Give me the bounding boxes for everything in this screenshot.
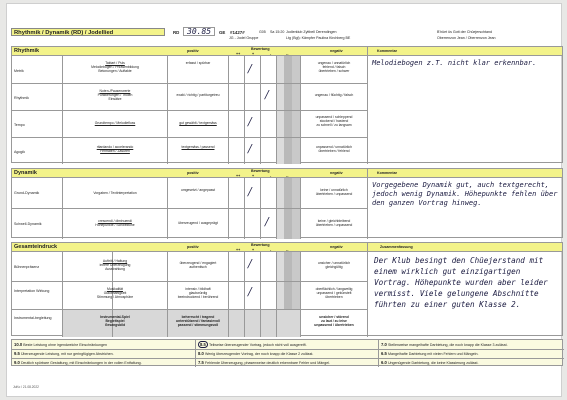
scale-m: - bbox=[270, 52, 272, 56]
dynamik-positiv-label: positiv bbox=[187, 171, 199, 175]
gesamt-positiv-label: positiv bbox=[187, 245, 199, 249]
grade-mark-metrik: / bbox=[248, 62, 252, 75]
dynamik-kommentar-label: Kommentar bbox=[377, 171, 397, 175]
rating-sheet bbox=[6, 3, 562, 397]
ge-number: #1427# bbox=[230, 30, 245, 35]
grade-mark-buehne: / bbox=[248, 257, 252, 270]
crit-rhythmik: Rhythmik bbox=[14, 96, 29, 100]
scale-pp: ++ bbox=[236, 248, 241, 252]
pos-schwell: crescendi / diminuendi Höhepunkte / Schwelltöne bbox=[95, 219, 135, 228]
song-title: B'hüet üs Gott der Chüejerschtand bbox=[437, 30, 493, 34]
legend-row: 7.5 Fehlende Überzeugung, phasenweise deutlich erkennbare Fehler und Mängel. bbox=[198, 360, 331, 365]
rhythmik-negativ-label: negativ bbox=[330, 49, 343, 53]
scale-p: + bbox=[252, 52, 255, 56]
scale-p: + bbox=[252, 248, 255, 252]
neg-metrik: ungenau / unnatürlich fehlend / falsch übertrieben / schwer bbox=[317, 61, 351, 74]
pos-instrumental: Instrumental-Spiel Begleitspiel Gesangsbild bbox=[100, 315, 130, 328]
dynamik-title: Dynamik bbox=[14, 170, 37, 176]
grade-mark-interpretation: / bbox=[248, 285, 252, 298]
pos-tempo: Grundtempo / Melodiefluss bbox=[94, 121, 136, 125]
pos-instrumental-alt: beherrscht / tragend unterstützend / fantasievoll passend / stimmungsvoll bbox=[176, 315, 220, 328]
gesamt-header bbox=[12, 243, 562, 252]
scale-legend bbox=[11, 339, 563, 366]
dynamik-negativ-label: negativ bbox=[330, 171, 343, 175]
crit-tempo: Tempo bbox=[14, 123, 25, 127]
rhythmik-kommentar-label: Kommentar bbox=[377, 49, 397, 53]
crit-instrumental: Instrumental-begleitung bbox=[14, 316, 52, 320]
composer: Oberrenzon Jean / Oberrenzon Jean bbox=[437, 36, 496, 40]
pos-interpretation-alt: intensiv / bildhaft glaubwürdig beeindruckend / berührend bbox=[177, 287, 219, 300]
neg-instrumental: unsicher / störend zu laut / zu leise unpassend / übertrieben bbox=[314, 315, 354, 328]
rhythmik-section bbox=[11, 46, 563, 163]
group-code: JG - Jodel Gruppe bbox=[229, 36, 259, 40]
crit-buehne: Bühnenpräsenz bbox=[14, 265, 40, 269]
legend-row: 9.5 Überzeugende Leistung, mit nur geringfügigen Abstrichen. bbox=[14, 351, 114, 356]
scale-m: - bbox=[270, 248, 272, 252]
neg-grund: keine / unnatürlich übertrieben / unpassend bbox=[315, 188, 353, 197]
legend-row: 6.5 Mangelhafte Darbietung mit vielen Fehlern und Mängeln. bbox=[381, 351, 479, 356]
rhythmik-bewertung-label: Bewertung bbox=[251, 47, 270, 51]
rd-value-box bbox=[183, 27, 215, 36]
crit-metrik: Metrik bbox=[14, 69, 24, 73]
pos-metrik: Taktart / Puls Melodiebogen / Phrasenbildung Betonungen / Auftakte bbox=[91, 61, 139, 74]
pos-schwell-alt: überzeugend / ausgeprägt bbox=[178, 221, 218, 225]
gesamt-section bbox=[11, 242, 563, 336]
pos-grund: Vorgaben / Textinterpretation bbox=[93, 191, 137, 195]
scale-pp: ++ bbox=[236, 52, 241, 56]
pos-grund-alt: umgesetzt / angepasst bbox=[180, 188, 216, 192]
rd-label: RD bbox=[173, 30, 180, 35]
pos-buehne: Auftritt / Haltung innere Überzeugung Ausstrahlung bbox=[99, 259, 131, 272]
dynamik-comment: Vorgegebene Dynamik gut, auch textgerecht, jedoch wenig Dynamik. Höhepunkte fehlen über den ganzen Vortrag hinweg. bbox=[372, 181, 558, 207]
grade-mark-grund: / bbox=[248, 185, 252, 198]
page-title: Rhythmik / Dynamik (RD) / Jodellied bbox=[14, 29, 114, 36]
legend-row: 6.0 Ungenügende Darbietung, die keine Klassierung zulässt. bbox=[381, 360, 479, 365]
gesamt-negativ-label: negativ bbox=[330, 245, 343, 249]
grade-mark-rhythmik: / bbox=[265, 88, 269, 101]
pos-rhythmik: Noten-/Pausenwerte Punktierungen / Triolen Einsätze bbox=[97, 89, 133, 102]
rhythmik-header bbox=[12, 47, 562, 56]
dynamik-header bbox=[12, 169, 562, 178]
legend-row: 10.0 Beste Leistung ohne irgendwelche Einschränkungen bbox=[14, 342, 107, 347]
scale-mm: -- bbox=[286, 174, 289, 178]
neg-interpretation: oberflächlich / langweilig unpassend / gekünstelt übertrieben bbox=[315, 287, 353, 300]
legend-row-selected: 8.5 Teilweise überzeugender Vortrag, jedoch nicht voll ausgereift. bbox=[200, 342, 307, 347]
pos-metrik-alt: erfasst / spürbar bbox=[185, 61, 211, 65]
scale-m: - bbox=[270, 174, 272, 178]
neg-agogik: unpassend / unnatürlich übertrieben / fehlend bbox=[315, 145, 352, 154]
scale-p: + bbox=[252, 174, 255, 178]
scale-pp: ++ bbox=[236, 174, 241, 178]
legend-row: 8.0 Wenig überzeugender Vortrag, der noch knapp die Klasse 2 zulässt. bbox=[198, 351, 314, 356]
crit-agogik: Agogik bbox=[14, 150, 25, 154]
neg-buehne: unsicher / unnatürlich gleichgültig bbox=[317, 261, 351, 270]
leader: Ltg (Bgl): Kämpfer Paulina Kirchberg BE bbox=[286, 36, 351, 40]
gesamt-bewertung-label: Bewertung bbox=[251, 243, 270, 247]
legend-row: 7.0 Stellenweise mangelhafte Darbietung, die noch knapp die Klasse 3 zulässt. bbox=[381, 342, 508, 347]
pos-tempo-alt: gut gewählt / textgemäss bbox=[179, 121, 217, 125]
dynamik-section bbox=[11, 168, 563, 238]
pos-agogik-alt: textgemäss / passend bbox=[181, 145, 215, 149]
time: Sa 15:20 bbox=[270, 30, 285, 34]
gesamt-title: Gesamteindruck bbox=[14, 244, 58, 250]
legend-row: 9.0 Deutlich spürbare Gestaltung, mit Einschränkungen in der vollen Entfaltung. bbox=[14, 360, 142, 365]
footer-note: JuKo / 21.08.2022 bbox=[13, 385, 39, 389]
gesamt-summary-label: Zusammenfassung bbox=[380, 245, 413, 249]
rhythmik-title: Rhythmik bbox=[14, 48, 40, 54]
neg-schwell: keine / gleichbleibend übertrieben / unpassend bbox=[315, 219, 353, 228]
pos-agogik: ritardando / accelerando Fermaten / Zäsuren bbox=[96, 145, 134, 154]
g-code: G05 bbox=[259, 30, 266, 34]
neg-rhythmik: ungenau / flüchtig / falsch bbox=[314, 93, 354, 97]
grade-mark-schwell: / bbox=[265, 215, 269, 228]
rhythmik-positiv-label: positiv bbox=[187, 49, 199, 53]
grade-mark-tempo: / bbox=[248, 115, 252, 128]
neg-tempo: unpassend / schleppend stockend / hastend zu schnell / zu langsam bbox=[315, 115, 353, 128]
pos-buehne-alt: überzeugend / engagiert authentisch bbox=[179, 261, 217, 270]
grade-mark-agogik: / bbox=[248, 142, 252, 155]
pos-rhythmik-alt: exakt / richtig / partiturgetreu bbox=[176, 93, 220, 97]
scale-mm: -- bbox=[286, 248, 289, 252]
dynamik-bewertung-label: Bewertung bbox=[251, 169, 270, 173]
crit-schwell-dynamik: Schwell-Dynamik bbox=[14, 222, 42, 226]
crit-interpretation: Interpretation Wirkung bbox=[14, 289, 50, 293]
pos-interpretation: Musikalität Glaubhaftigkeit Stimmung / Atmosphäre bbox=[96, 287, 134, 300]
gesamt-summary: Der Klub besingt den Chüejerstand mit einem wirklich gut einzigartigen Vortrag. Höhepunkte wurden aber leider vermisst. Viele gelungene Abschnitte führten zu einer guten Klasse 2. bbox=[374, 256, 548, 309]
club-name: Jodlerklub Zyttbell Derendingen bbox=[286, 30, 337, 34]
scale-mm: -- bbox=[286, 52, 289, 56]
ge-label: GE bbox=[219, 30, 226, 35]
title-bar bbox=[11, 28, 165, 36]
rhythmik-comment: Melodiebogen z.T. nicht klar erkennbar. bbox=[372, 59, 537, 67]
rd-value: 30.85 bbox=[187, 27, 212, 36]
crit-grund-dynamik: Grund-Dynamik bbox=[14, 191, 40, 195]
